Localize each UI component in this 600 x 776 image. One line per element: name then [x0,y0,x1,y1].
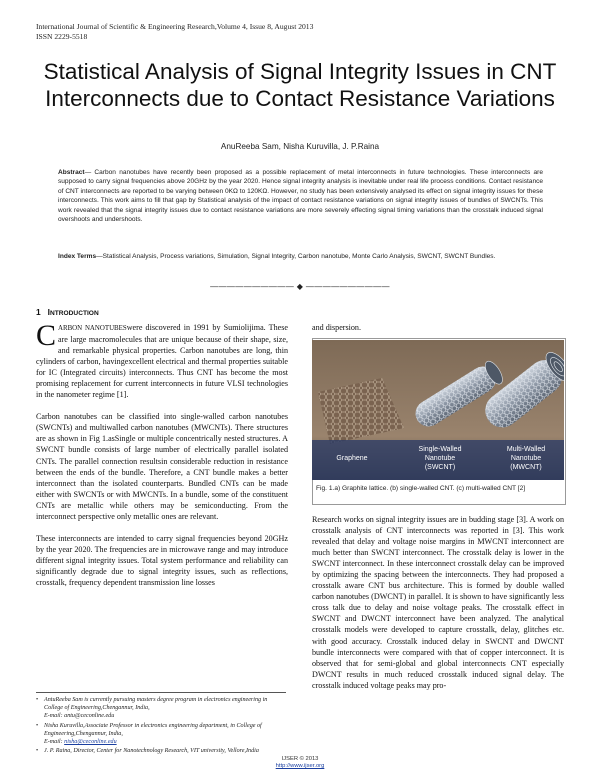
right-column-continuation: and dispersion. [312,323,362,332]
swcnt-label-2: Nanotube [424,455,456,462]
graphene-label: Graphene [336,455,368,462]
graphene-sheet [318,378,404,444]
footnote-1-email-label: E-mail: [44,713,65,720]
author-list: AnuReeba Sam, Nisha Kuruvilla, J. P.Raina [220,142,380,151]
footnote-author-2 [36,722,286,747]
footnote-1-email: antu@ceconline.edu [64,713,115,720]
drop-cap: C [36,319,57,352]
footer-copyright: IJSER © 2013 [281,756,319,762]
section-title-first: I [47,307,50,317]
index-terms [58,252,543,261]
intro-paragraph-1-text: were discovered in 1991 by Sumiolijima. These are large macromolecules that are unique because of their shape, size, and remarkable physical properties. Carbon nanotubes are long, thin cylinders of carbon, havingexcellent electrical and thermal properties suitable for IC (Integrated circuits) interconnects. Thus CNT has become the most promising replacement for current interconnects in future VLSI technologies in the nanometer regime [1]. [36,323,288,400]
cnt-illustration [312,340,564,480]
abstract-text: — Carbon nanotubes have recently been proposed as a possible replacement of metal interconnects in future technologies. These interconnects are supposed to carry signal frequencies above 20GHz by the year 2020. Hence signal integrity analysis is inevitable under real life process conditions. Contact resistance of CNT interconnects are reported to be varying between 0KΩ to 120KΩ. However, no study has been extensively analysed its effect on signal integrity issues for these interconnects. This work aims to fill that gap by Statistical analysis of the impact of contact resistance variations on signal integrity issues of bundles of SWCNTs. This work revealed that the signal integrity issues due to contact resistance variations are more severely effecting signal timing variations than the crosstalk induced signal overshoots and undershoots. [58,169,543,224]
swcnt-label-3: (SWCNT) [424,464,456,471]
section-title-rest: NTRODUCTION [49,310,99,317]
swcnt-label-1: Single-Walled [418,446,462,453]
footnote-2-email-link[interactable]: nisha@ceconline.edu [64,739,117,746]
smallcaps-lead: ARBON NANOTUBES [58,325,127,332]
mwcnt-label-1: Multi-Walled [506,446,546,453]
section-divider: —————————— ◆ —————————— [210,282,390,291]
index-terms-text: —Statistical Analysis, Process variations, Simulation, Signal Integrity, Carbon nanotube, Monte Carlo Analysis, SWCNT, SWCNT Bundles. [96,253,496,260]
index-terms-label: Index Terms [58,253,97,260]
footnote-1-text: AntuReeba Sam is currently pursuing masters degree program in electronics engineering in College of Engineering,Chengannur, India, [44,697,268,712]
section-heading [36,307,99,317]
footnote-author-3: • J. P. Raina, Director, Center for Nanotechnology Research, VIT university, Vellore,India [36,747,286,755]
mwcnt-label-2: Nanotube [510,455,542,462]
footnote-2-email-label: E-mail: [44,739,65,746]
footnote-2-text: Nisha Kuruvilla,Associate Professor in electronics engineering department, in College of Engineering,Chengannur, India, [44,722,262,737]
cnt-structures-figure [312,340,564,480]
footer-url-link[interactable]: http://www.ijser.org [275,763,325,770]
journal-name-line: International Journal of Scientific & Engineering Research,Volume 4, Issue 8, August 2013 [36,22,314,31]
footnote-author-1 [36,696,286,721]
author-footnotes [36,692,286,756]
intro-paragraph-1 [36,319,288,400]
section-number: 1 [36,307,41,317]
left-column [36,319,288,588]
page-footer [0,756,600,771]
intro-paragraph-3: These interconnects are intended to carry signal frequencies beyond 20GHz by the year 2020. The frequencies are in microwave range and may introduce different signal integrity issues. Total system performance and reliability can significantly degrade due to signal integrity issues, such as reflections, crosstalk, frequency dependent transmission line losses [36,533,288,587]
abstract [58,168,543,224]
intro-paragraph-2: Carbon nanotubes can be classified into single-walled carbon nanotubes (SWCNTs) and multiwalled carbon nanotubes (MWCNTs). There structures are as shown in Fig 1.asSingle or multiple concentrically nested structures. A SWCNT bundle consists of large number of electrically parallel isolated CNTs. The parallel connection resultsin considerable reduction in resistance between the ends of the bundle. Therefore, a CNT bundle makes a better interconnect than the isolated counterparts. Bundled CNTs can be made either with SWCNTs or with MWCNTs. In a bundle, some of the constituent CNTs are metallic while others may be semiconducting. From the interconnect perspective only metallic ones are relevant. [36,412,288,521]
mwcnt-label-3: (MWCNT) [510,464,542,471]
paper-title: Statistical Analysis of Signal Integrity Issues in CNT Interconnects due to Contact Resistance Variations [43,59,557,111]
right-column-paragraph: Research works on signal integrity issues are in budding stage [3]. A work on crosstalk analysis of CNT interconnects was reported in [3]. This work revealed that delay and voltage noise margins in MWCNT interconnect are much better than SWCNT interconnect. The crosstalk delay is lower in the SWCNT interconnect. In these interconnect crosstalk delay can be improved by optimizing the spacing between the interconnects. They had proposed a crosstalk aware CNT bus architecture. This is formed by double walled carbon nanotubes (DWCNT) in parallel. It is shown to have significantly less cross talk due to delay and noise voltage peaks. The crosstalk effect in SWCNT and DWCNT interconnect have been analyzed. The analytical crosstalk models were developed to capture crosstalk, delay, glitches etc. with good accuracy. Crosstalk induced delay in SWCNT and DWCNT bundle interconnects were compared with that of copper interconnect. It is observed that for semi-global and global interconnects CNT especially DWCNT results in much reduced crosstalk induced signal delay. The crosstalk induced voltage peaks may pro- [312,515,564,690]
journal-header [36,22,313,42]
mwcnt-tube [478,348,564,434]
figure-caption: Fig. 1.a) Graphite lattice. (b) single-walled CNT. (c) multi-walled CNT [2] [316,485,526,492]
abstract-label: Abstract [58,169,85,176]
issn-line: ISSN 2229-5518 [36,32,88,41]
